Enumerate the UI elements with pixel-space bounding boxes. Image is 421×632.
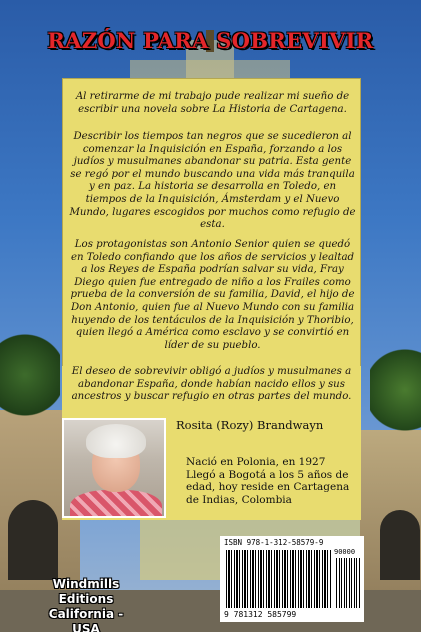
publisher-imprint — [36, 577, 136, 632]
book-title: RAZÓN PARA SOBREVIVIR — [47, 28, 374, 53]
barcode-addon-number: 90000 — [334, 548, 356, 556]
synopsis-paragraph: Describir los tiempos tan negros que se sucedieron al comenzar la Inquisición en España, forzando a los judíos y musulmanes abandonar su patria. Esta gente se regó por el mundo buscando una vida más tranquila y en paz. La historia se desarrolla en Toledo, en tiempos de la Inquisición, Ámsterdam y el Nuevo Mundo, lugares escogidos por muchos como refugio de esta. — [69, 131, 356, 231]
barcode-number: 9 781312 585799 — [224, 610, 297, 619]
arch — [8, 500, 58, 580]
synopsis-paragraph: Al retirarme de mi trabajo pude realizar mi sueño de escribir una novela sobre La Historia de Cartagena. — [75, 91, 350, 115]
isbn-barcode — [220, 536, 364, 622]
isbn-text: ISBN 978-1-312-58579-9 — [224, 538, 324, 547]
author-shirt — [70, 490, 162, 518]
author-bio: Nació en Polonia, en 1927 Llegó a Bogotá a los 5 años de edad, hoy reside en Cartagena de Indias, Colombia — [186, 456, 350, 506]
author-hair — [86, 424, 146, 458]
palm-tree-right — [370, 345, 421, 435]
publisher-name: Windmills Editions — [52, 577, 120, 606]
barcode-addon-bars — [336, 558, 360, 608]
arch — [380, 510, 420, 580]
author-name: Rosita (Rozy) Brandwayn — [176, 418, 324, 432]
palm-tree-left — [0, 330, 60, 420]
synopsis-paragraph: El deseo de sobrevivir obligó a judíos y musulmanes a abandonar España, donde habían nacido ellos y sus ancestros y buscar refugio en otras partes del mundo. — [62, 366, 361, 404]
publisher-location: California - USA — [48, 607, 124, 632]
synopsis-panel — [62, 78, 361, 394]
author-photo — [62, 418, 166, 518]
synopsis-paragraph: Los protagonistas son Antonio Senior quien se quedó en Toledo confiando que los años de servicios y lealtad a los Reyes de España podrían salvar su vida, Fray Diego quien fue entregado de niño a los Frailes como prueba de la conversión de su familia, David, el hijo de Don Antonio, quien fue al Nuevo Mundo con su familia huyendo de los tentáculos de la Inquisición y Thoribio, quien llegó a América como esclavo y se convirtió en líder de su pueblo. — [70, 239, 355, 351]
barcode-bars — [226, 550, 332, 608]
